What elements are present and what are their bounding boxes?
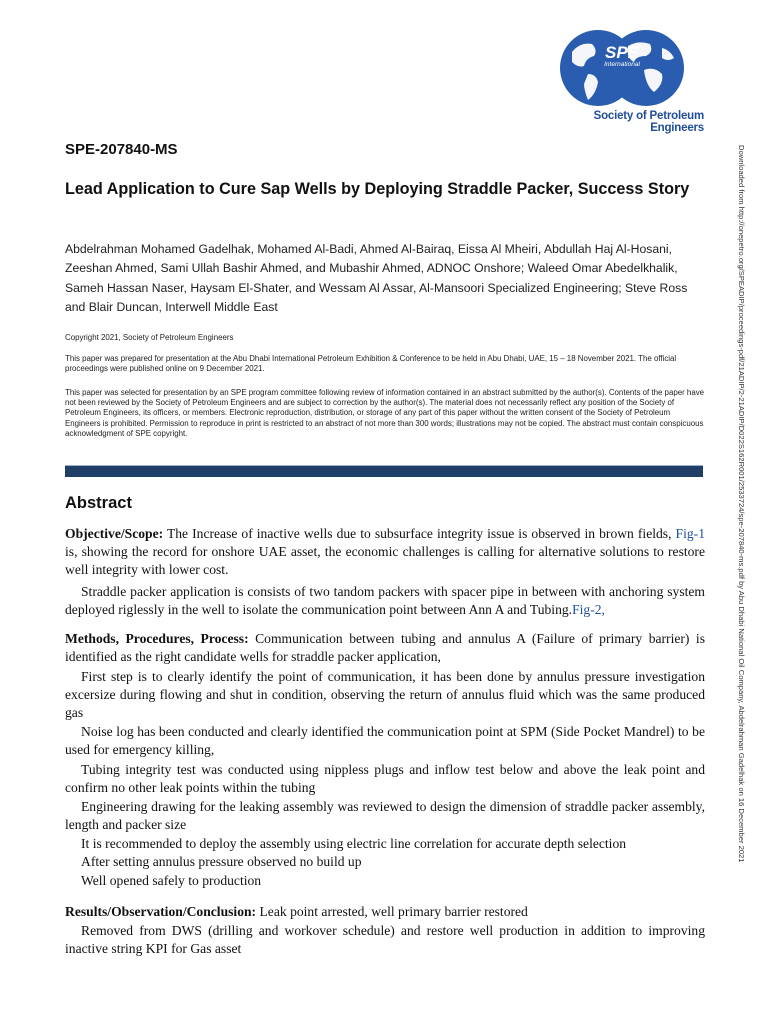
- methods-text: Communication between tubing and annulus A (Failure of primary barrier) is identified as the right candidate wells for straddle packer application,: [65, 631, 705, 665]
- logo-wordmark: [598, 44, 646, 69]
- logo-spe-text: SPE: [604, 43, 640, 62]
- results-label: Results/Observation/Conclusion:: [65, 904, 257, 919]
- straddle-text: Straddle packer application is consists of two tandom packers with spacer pipe in between with anchoring system deployed riglessly in the well to isolate the communication point between Ann A and Tubing.: [65, 584, 705, 618]
- objective-label: Objective/Scope:: [65, 526, 164, 541]
- method-step-2: Noise log has been conducted and clearly identified the communication point at SPM (Side Pocket Mandrel) to be used for emergency killing,: [65, 724, 705, 758]
- objective-text-a: The Increase of inactive wells due to subsurface integrity issue is observed in brown fields,: [166, 526, 672, 541]
- abstract-heading: Abstract: [65, 494, 132, 512]
- method-step-6: After setting annulus pressure observed no build up: [81, 854, 362, 869]
- spe-logo: [538, 28, 704, 134]
- straddle-paragraph: [65, 583, 705, 619]
- method-step-4: Engineering drawing for the leaking assembly was reviewed to design the dimension of straddle packer assembly, length and packer size: [65, 799, 705, 833]
- methods-label: Methods, Procedures, Process:: [65, 631, 249, 646]
- presentation-notice: This paper was prepared for presentation at the Abu Dhabi International Petroleum Exhibition & Conference to be held in Abu Dhabi, UAE, 15 – 18 November 2021. The official proceedings were published online on 9 December 2021.: [65, 354, 677, 374]
- method-step-1: First step is to clearly identify the point of communication, it has been done by annulus pressure investigation excersize during flowing and shut in condition, observing the return of annulus fluid which was the same produced gas: [65, 669, 705, 721]
- download-notice-text: Downloaded from http://onepetro.org/SPEADIP/proceedings-pdf/21ADIP/2-21ADIP/D022S162R001/2533724/spe-207840-ms.pdf by Abu Dhabi National Oil Company, Abdelrahman Gadelhak on 16 December 2021: [737, 145, 746, 863]
- logo-caption: Society of Petroleum Engineers: [593, 110, 704, 134]
- results-text: Leak point arrested, well primary barrier restored: [259, 904, 528, 919]
- copyright-notice: Copyright 2021, Society of Petroleum Engineers: [65, 333, 234, 342]
- methods-paragraph: [65, 630, 705, 666]
- fig2-link[interactable]: Fig-2,: [572, 602, 605, 618]
- paper-title: Lead Application to Cure Sap Wells by Deploying Straddle Packer, Success Story: [65, 180, 690, 198]
- objective-text-b: is, showing the record for onshore UAE asset, the economic challenges is calling for alternative solutions to restore well integrity with lower cost.: [65, 544, 705, 578]
- author-list: Abdelrahman Mohamed Gadelhak, Mohamed Al-Badi, Ahmed Al-Bairaq, Eissa Al Mheiri, Abdullah Haj Al-Hosani, Zeeshan Ahmed, Sami Ullah Bashir Ahmed, and Mubashir Ahmed, ADNOC Onshore; Waleed Omar Abedelkhalik, Sameh Hassan Naser, Haysam El-Shater, and Wessam Al Assar, Al-Mansoori Specialized Engineering; Steve Ross and Blair Duncan, Interwell Middle East: [65, 242, 688, 315]
- results-detail: Removed from DWS (drilling and workover schedule) and restore well production in addition to improving inactive string KPI for Gas asset: [65, 923, 705, 957]
- logo-international-text: International: [604, 61, 640, 68]
- fig1-link[interactable]: Fig-1: [675, 526, 706, 541]
- method-step-3: Tubing integrity test was conducted using nippless plugs and inflow test below and above the leak point and confirm no other leak points within the tubing: [65, 762, 705, 796]
- method-step-7: Well opened safely to production: [81, 873, 262, 888]
- download-notice: [733, 145, 747, 885]
- objective-paragraph: [65, 525, 705, 580]
- selection-notice: This paper was selected for presentation by an SPE program committee following review of information contained in an abstract submitted by the author(s). Contents of the paper have not been reviewed by the Society of Petroleum Engineers and are subject to correction by the author(s). The material does not necessarily reflect any position of the Society of Petroleum Engineers, its officers, or members. Electronic reproduction, distribution, or storage of any part of this paper without the written consent of the Society of Petroleum Engineers is prohibited. Permission to reproduce in print is restricted to an abstract of not more than 300 words; illustrations may not be copied. The abstract must contain conspicuous acknowledgment of SPE copyright.: [65, 388, 705, 438]
- method-step-5: It is recommended to deploy the assembly using electric line correlation for accurate depth selection: [81, 836, 627, 851]
- results-paragraph: [65, 903, 705, 921]
- paper-id: SPE-207840-MS: [65, 141, 178, 158]
- section-divider: [65, 465, 703, 477]
